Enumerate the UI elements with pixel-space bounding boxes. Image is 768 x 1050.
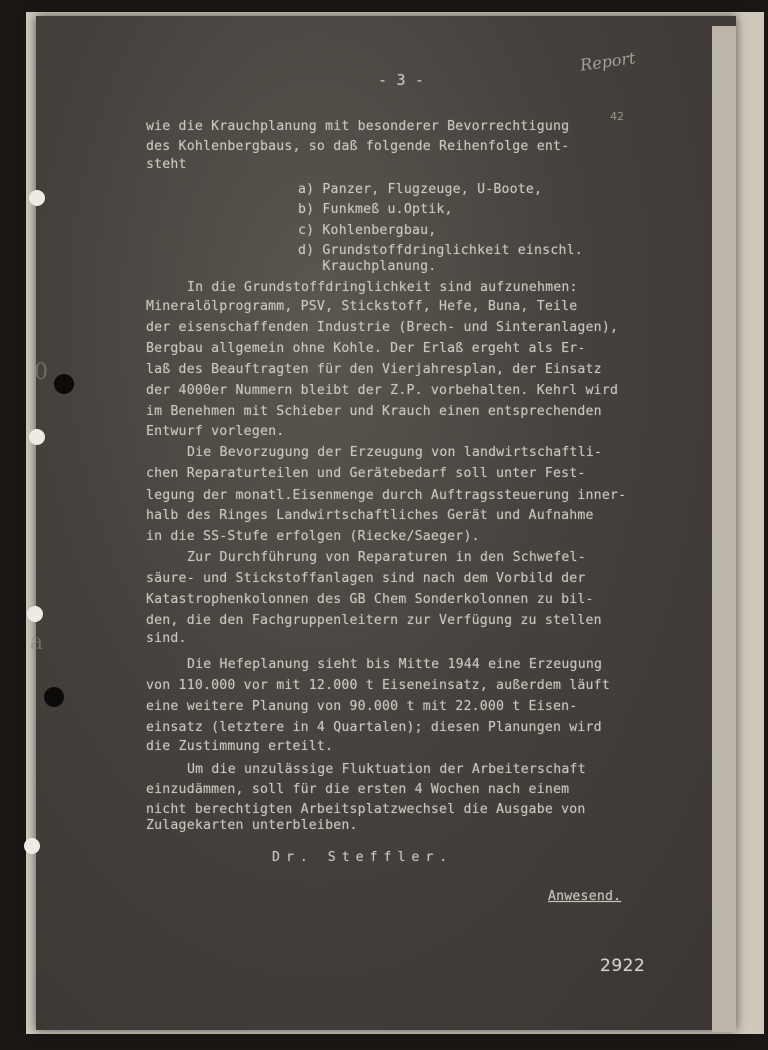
list-item: b) Funkmeß u.Optik, — [298, 202, 453, 217]
text-line: von 110.000 vor mit 12.000 t Eiseneinsatz, außerdem läuft — [146, 678, 610, 693]
text-line: einsatz (letztere in 4 Quartalen); diesen Planungen wird — [146, 720, 602, 735]
list-item: d) Grundstoffdringlichkeit einschl. — [298, 243, 583, 258]
text-line: eine weitere Planung von 90.000 t mit 22.000 t Eisen- — [146, 699, 578, 714]
text-line: nicht berechtigten Arbeitsplatzwechsel die Ausgabe von — [146, 802, 586, 817]
text-line: Die Bevorzugung der Erzeugung von landwirtschaftli- — [187, 445, 603, 460]
margin-mark: a — [30, 630, 44, 655]
text-line: chen Reparaturteilen und Gerätebedarf soll unter Fest- — [146, 466, 586, 481]
punch-hole — [29, 429, 45, 445]
document-number: 2922 — [600, 956, 646, 976]
text-line: halb des Ringes Landwirtschaftliches Gerät und Aufnahme — [146, 508, 594, 523]
text-line: im Benehmen mit Schieber und Krauch einen entsprechenden — [146, 404, 602, 419]
list-item: Krauchplanung. — [298, 259, 437, 274]
text-line: Zur Durchführung von Reparaturen in den Schwefel- — [187, 550, 586, 565]
punch-hole — [27, 606, 43, 622]
text-line: Die Hefeplanung sieht bis Mitte 1944 eine Erzeugung — [187, 657, 603, 672]
text-line: der 4000er Nummern bleibt der Z.P. vorbehalten. Kehrl wird — [146, 383, 619, 398]
signature: Dr. Steffler. — [272, 850, 454, 865]
margin-mark: 0 — [34, 360, 48, 385]
text-line: säure- und Stickstoffanlagen sind nach dem Vorbild der — [146, 571, 586, 586]
text-line: steht — [146, 157, 187, 172]
text-line: Katastrophenkolonnen des GB Chem Sonderkolonnen zu bil- — [146, 592, 594, 607]
text-line: Bergbau allgemein ohne Kohle. Der Erlaß ergeht als Er- — [146, 341, 586, 356]
punch-hole — [54, 374, 74, 394]
text-line: die Zustimmung erteilt. — [146, 739, 334, 754]
page-number: - 3 - — [378, 71, 425, 89]
text-line: wie die Krauchplanung mit besonderer Bevorrechtigung — [146, 119, 570, 134]
text-line: Mineralölprogramm, PSV, Stickstoff, Hefe, Buna, Teile — [146, 299, 578, 314]
text-line: sind. — [146, 631, 187, 646]
text-line: der eisenschaffenden Industrie (Brech- und Sinteranlagen), — [146, 320, 619, 335]
text-line: in die SS-Stufe erfolgen (Riecke/Saeger). — [146, 529, 480, 544]
text-line: einzudämmen, soll für die ersten 4 Wochen nach einem — [146, 782, 570, 797]
text-line: In die Grundstoffdringlichkeit sind aufzunehmen: — [187, 280, 578, 295]
list-item: a) Panzer, Flugzeuge, U-Boote, — [298, 182, 543, 197]
text-line: Entwurf vorlegen. — [146, 424, 285, 439]
punch-hole — [24, 838, 40, 854]
text-line: laß des Beauftragten für den Vierjahresplan, der Einsatz — [146, 362, 602, 377]
present-note: Anwesend. — [548, 889, 622, 904]
text-line: den, die den Fachgruppenleitern zur Verfügung zu stellen — [146, 613, 602, 628]
page-edge-strip — [712, 26, 736, 1032]
text-line: Um die unzulässige Fluktuation der Arbeiterschaft — [187, 762, 586, 777]
text-line: des Kohlenbergbaus, so daß folgende Reihenfolge ent- — [146, 139, 570, 154]
handwritten-note: Report — [578, 48, 637, 75]
corner-number: 42 — [610, 110, 624, 123]
list-item: c) Kohlenbergbau, — [298, 223, 437, 238]
punch-hole — [44, 687, 64, 707]
text-line: Zulagekarten unterbleiben. — [146, 818, 358, 833]
text-line: legung der monatl.Eisenmenge durch Auftragssteuerung inner- — [146, 488, 627, 503]
punch-hole — [29, 190, 45, 206]
